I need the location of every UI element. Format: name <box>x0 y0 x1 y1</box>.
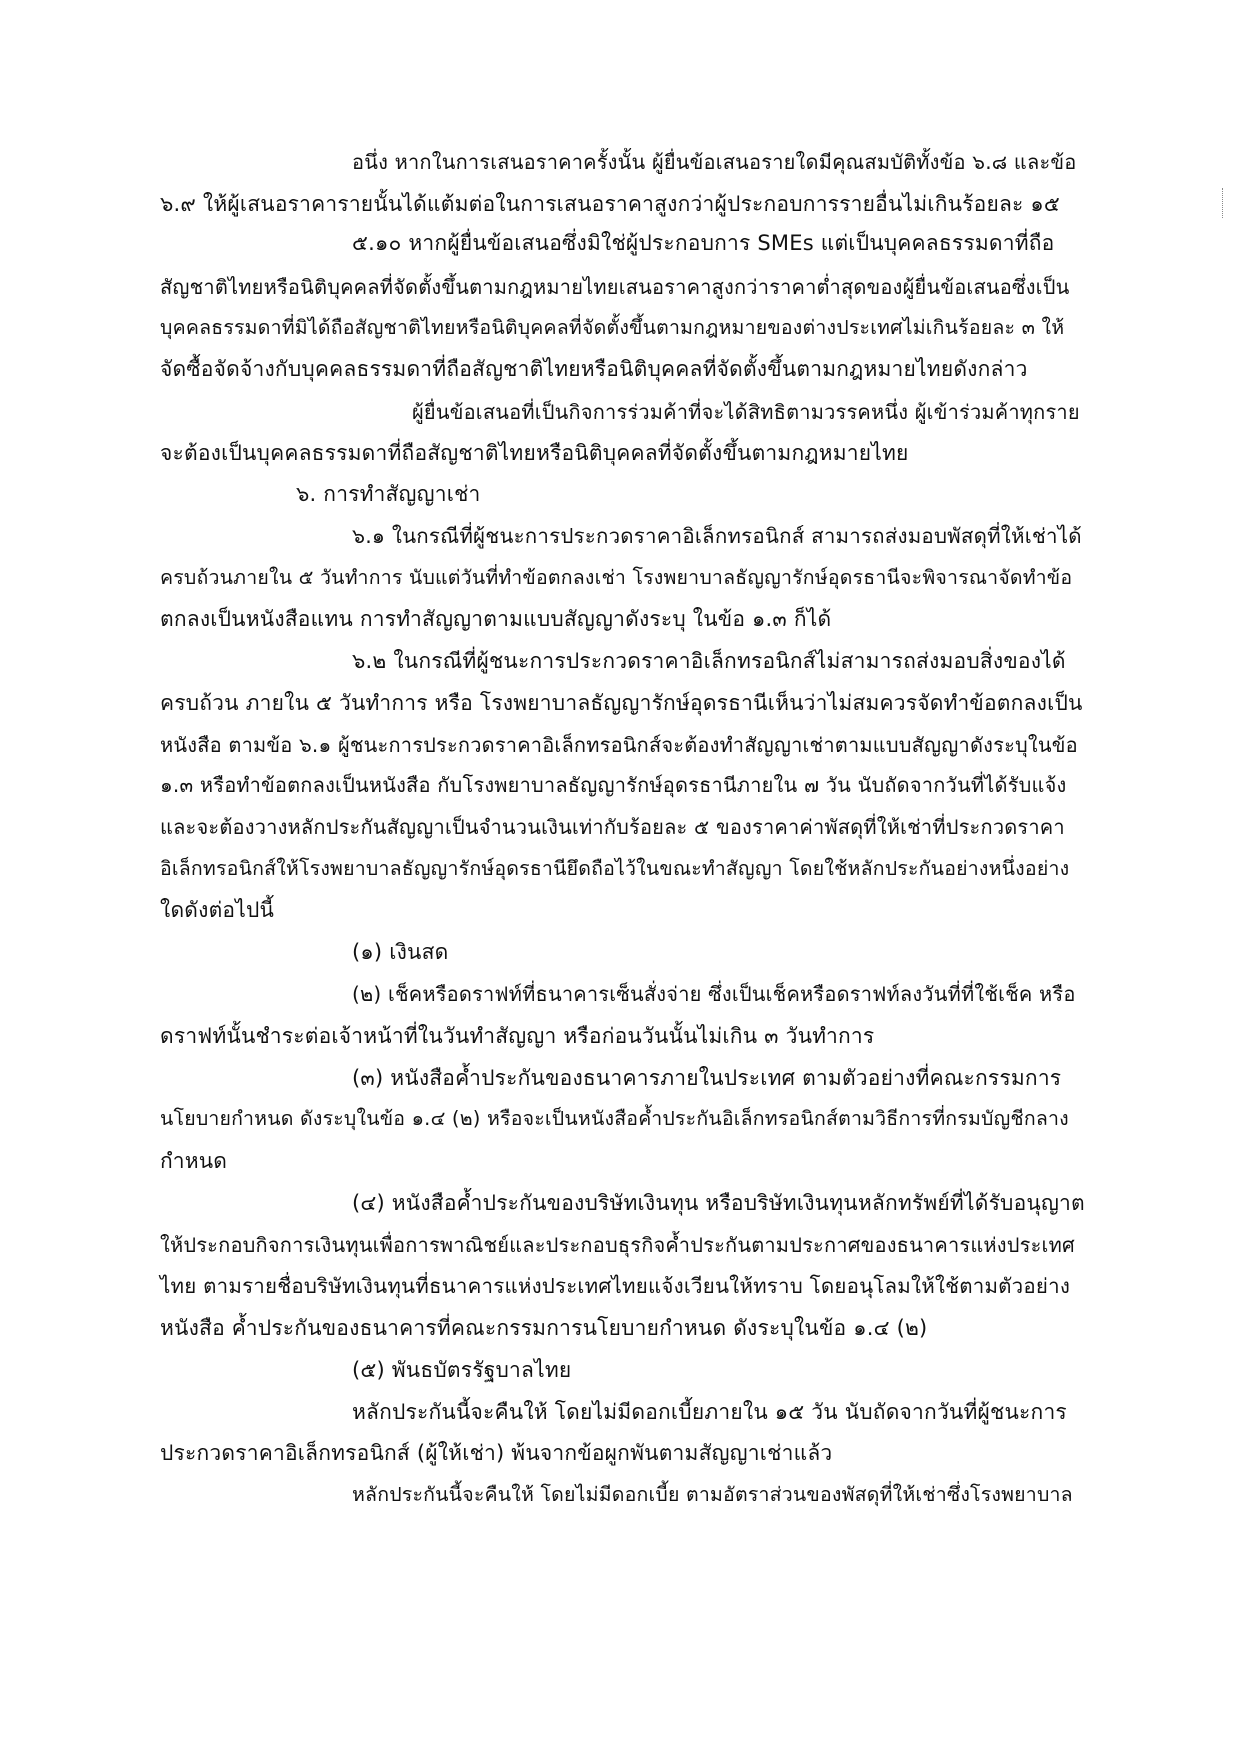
list-item: (๔) หนังสือค้ำประกันของบริษัทเงินทุน หรือบริษัทเงินทุนหลักทรัพย์ที่ได้รับอนุญาต <box>352 1191 1085 1215</box>
text-line: ๖.๒ ในกรณีที่ผู้ชนะการประกวดราคาอิเล็กทรอนิกส์ไม่สามารถส่งมอบสิ่งของได้ <box>352 649 1066 673</box>
text-line: ครบถ้วน ภายใน ๕ วันทำการ หรือ โรงพยาบาลธัญญารักษ์อุดรธานีเห็นว่าไม่สมควรจัดทำข้อตกลงเป็น <box>160 691 1083 715</box>
text-line: ดราฟท์นั้นชำระต่อเจ้าหน้าที่ในวันทำสัญญา หรือก่อนวันนั้นไม่เกิน ๓ วันทำการ <box>160 1024 875 1048</box>
text-line: จัดซื้อจัดจ้างกับบุคคลธรรมดาที่ถือสัญชาติไทยหรือนิติบุคคลที่จัดตั้งขึ้นตามกฎหมายไทยดังกล่าว <box>160 357 1028 381</box>
text-line: จะต้องเป็นบุคคลธรรมดาที่ถือสัญชาติไทยหรือนิติบุคคลที่จัดตั้งขึ้นตามกฎหมายไทย <box>160 441 909 465</box>
text-line: หลักประกันนี้จะคืนให้ โดยไม่มีดอกเบี้ยภายใน ๑๕ วัน นับถัดจากวันที่ผู้ชนะการ <box>352 1400 1067 1424</box>
text-line: ใดดังต่อไปนี้ <box>160 898 275 922</box>
text-line: กำหนด <box>160 1149 228 1173</box>
list-item: (๕) พันธบัตรรัฐบาลไทย <box>352 1358 572 1382</box>
text-line: และจะต้องวางหลักประกันสัญญาเป็นจำนวนเงินเท่ากับร้อยละ ๕ ของราคาค่าพัสดุที่ให้เช่าที่ประกวดราคา <box>160 815 1065 839</box>
scan-edge-mark <box>1222 188 1225 218</box>
text-line: ๖.๑ ในกรณีที่ผู้ชนะการประกวดราคาอิเล็กทรอนิกส์ สามารถส่งมอบพัสดุที่ให้เช่าได้ <box>352 524 1082 548</box>
list-item: (๒) เช็คหรือดราฟท์ที่ธนาคารเซ็นสั่งจ่าย ซึ่งเป็นเช็คหรือดราฟท์ลงวันที่ที่ใช้เช็ค หรือ <box>352 982 1076 1006</box>
text-line: ๖.๙ ให้ผู้เสนอราคารายนั้นได้แต้มต่อในการเสนอราคาสูงกว่าผู้ประกอบการรายอื่นไม่เกินร้อยละ ๑๕ <box>160 192 1061 216</box>
text-line: อนึ่ง หากในการเสนอราคาครั้งนั้น ผู้ยื่นข้อเสนอรายใดมีคุณสมบัติทั้งข้อ ๖.๘ และข้อ <box>352 150 1077 174</box>
text-line: หนังสือ ค้ำประกันของธนาคารที่คณะกรรมการนโยบายกำหนด ดังระบุในข้อ ๑.๔ (๒) <box>160 1316 928 1340</box>
text-line: นโยบายกำหนด ดังระบุในข้อ ๑.๔ (๒) หรือจะเป็นหนังสือค้ำประกันอิเล็กทรอนิกส์ตามวิธีการที่กรมบัญชีกลาง <box>160 1107 1069 1130</box>
list-item: (๑) เงินสด <box>352 940 449 964</box>
text-line: ผู้ยื่นข้อเสนอที่เป็นกิจการร่วมค้าที่จะได้สิทธิตามวรรคหนึ่ง ผู้เข้าร่วมค้าทุกราย <box>412 400 1080 424</box>
text-line: ให้ประกอบกิจการเงินทุนเพื่อการพาณิชย์และประกอบธุรกิจค้ำประกันตามประกาศของธนาคารแห่งประเทศ <box>160 1233 1075 1257</box>
list-item: (๓) หนังสือค้ำประกันของธนาคารภายในประเทศ ตามตัวอย่างที่คณะกรรมการ <box>352 1066 1062 1090</box>
text-line: ๕.๑๐ หากผู้ยื่นข้อเสนอซึ่งมิใช่ผู้ประกอบการ SMEs แต่เป็นบุคคลธรรมดาที่ถือ <box>352 231 1055 255</box>
text-line: สัญชาติไทยหรือนิติบุคคลที่จัดตั้งขึ้นตามกฎหมายไทยเสนอราคาสูงกว่าราคาต่ำสุดของผู้ยื่นข้อเสนอซึ่งเป็น <box>160 275 1070 299</box>
text-line: อิเล็กทรอนิกส์ให้โรงพยาบาลธัญญารักษ์อุดรธานียึดถือไว้ในขณะทำสัญญา โดยใช้หลักประกันอย่างหนึ่งอย่าง <box>160 857 1070 880</box>
text-line: ๑.๓ หรือทำข้อตกลงเป็นหนังสือ กับโรงพยาบาลธัญญารักษ์อุดรธานีภายใน ๗ วัน นับถัดจากวันที่ได้รับแจ้ง <box>160 773 1067 797</box>
text-line: หลักประกันนี้จะคืนให้ โดยไม่มีดอกเบี้ย ตามอัตราส่วนของพัสดุที่ให้เช่าซึ่งโรงพยาบาล <box>352 1483 1073 1506</box>
section-heading: ๖. การทำสัญญาเช่า <box>296 482 481 506</box>
text-line: ครบถ้วนภายใน ๕ วันทำการ นับแต่วันที่ทำข้อตกลงเช่า โรงพยาบาลธัญญารักษ์อุดรธานีจะพิจารณาจัดทำข้อ <box>160 566 1073 589</box>
text-line: ไทย ตามรายชื่อบริษัทเงินทุนที่ธนาคารแห่งประเทศไทยแจ้งเวียนให้ทราบ โดยอนุโลมให้ใช้ตามตัวอย่าง <box>160 1274 1071 1298</box>
text-line: ประกวดราคาอิเล็กทรอนิกส์ (ผู้ให้เช่า) พ้นจากข้อผูกพันตามสัญญาเช่าแล้ว <box>160 1441 833 1465</box>
text-line: หนังสือ ตามข้อ ๖.๑ ผู้ชนะการประกวดราคาอิเล็กทรอนิกส์จะต้องทำสัญญาเช่าตามแบบสัญญาดังระบุในข้อ <box>160 733 1078 757</box>
text-line: บุคคลธรรมดาที่มิได้ถือสัญชาติไทยหรือนิติบุคคลที่จัดตั้งขึ้นตามกฎหมายของต่างประเทศไม่เกินร้อยละ ๓ ให้ <box>160 316 1065 339</box>
text-line: ตกลงเป็นหนังสือแทน การทำสัญญาตามแบบสัญญาดังระบุ ในข้อ ๑.๓ ก็ได้ <box>160 607 832 631</box>
